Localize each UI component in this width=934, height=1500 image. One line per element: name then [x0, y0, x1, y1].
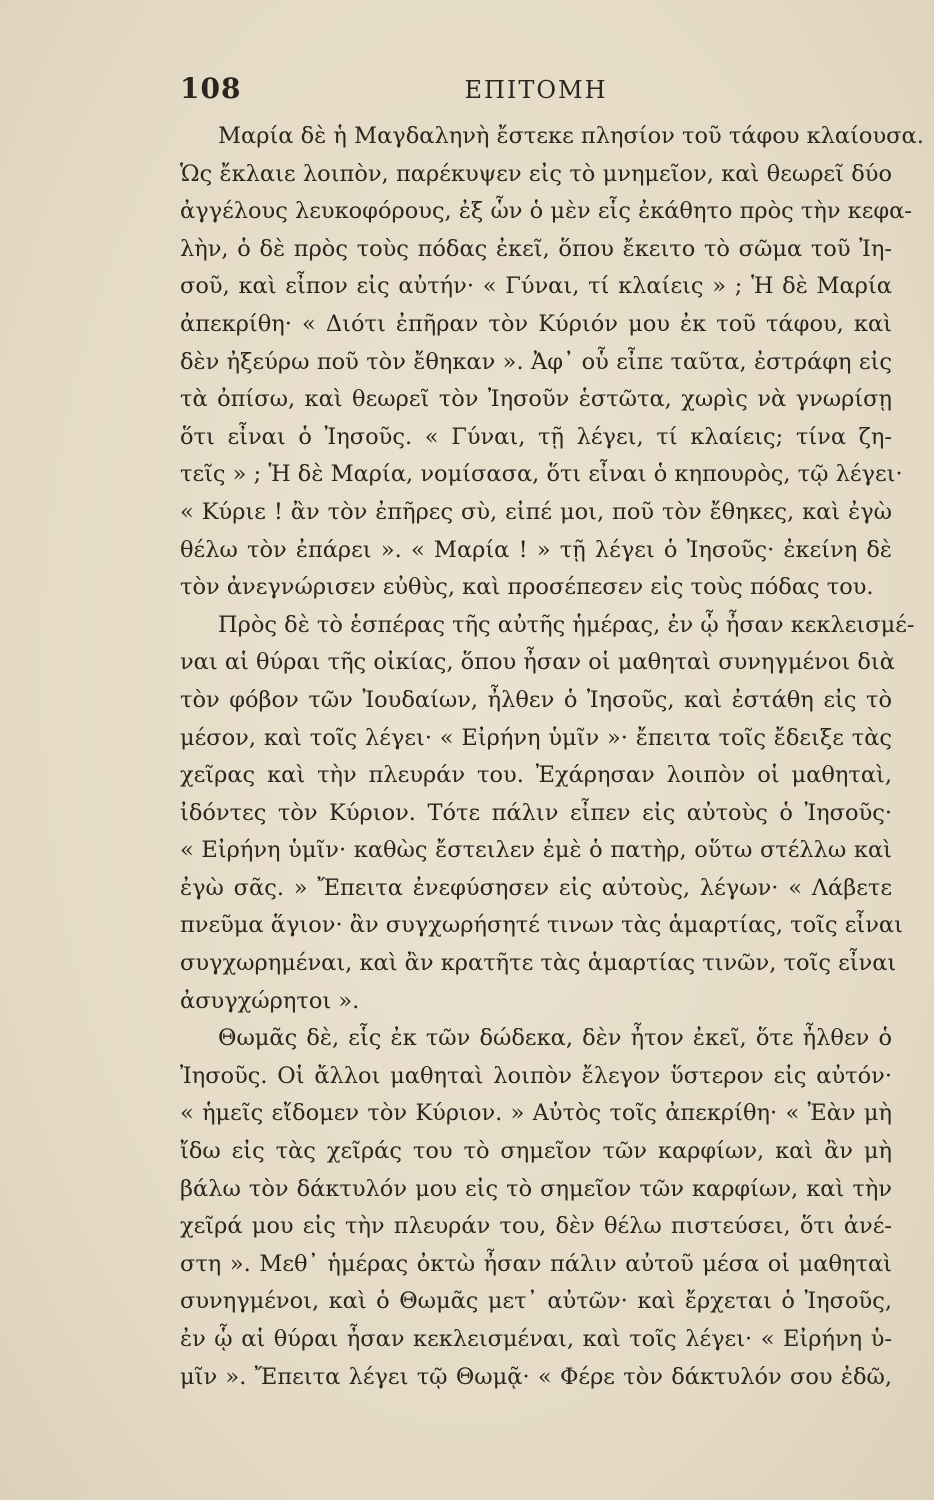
text-line: δὲν ἠξεύρω ποῦ τὸν ἔθηκαν ». Ἀφ᾽ οὗ εἶπε ταῦτα, ἐστράφη εἰς: [180, 348, 892, 375]
text-line: τὸν ἀνεγνώρισεν εὐθὺς, καὶ προσέπεσεν εἰς τοὺς πόδας του.: [180, 574, 874, 601]
text-line: ἀγγέλους λευκοφόρους, ἐξ ὧν ὁ μὲν εἷς ἐκάθητο πρὸς τὴν κεφα-: [180, 198, 912, 225]
text-line: ἀσυγχώρητοι ».: [180, 987, 360, 1014]
text-line: ὅτι εἶναι ὁ Ἰησοῦς. « Γύναι, τῇ λέγει, τί κλαίεις; τίνα ζη-: [180, 423, 892, 450]
page-number: 108: [180, 72, 242, 105]
text-line: Θωμᾶς δὲ, εἷς ἐκ τῶν δώδεκα, δὲν ἦτον ἐκεῖ, ὅτε ἦλθεν ὁ: [218, 1025, 892, 1052]
text-line: συγχωρημέναι, καὶ ἂν κρατῆτε τὰς ἁμαρτίας τινῶν, τοῖς εἶναι: [180, 950, 897, 977]
text-line: μέσον, καὶ τοῖς λέγει· « Εἰρήνη ὑμῖν »· ἔπειτα τοῖς ἔδειξε τὰς: [180, 724, 892, 751]
text-line: πνεῦμα ἅγιον· ἂν συγχωρήσητέ τινων τὰς ἁμαρτίας, τοῖς εἶναι: [180, 912, 903, 939]
text-line: Ὡς ἔκλαιε λοιπὸν, παρέκυψεν εἰς τὸ μνημεῖον, καὶ θεωρεῖ δύο: [180, 160, 892, 187]
page-header: [180, 72, 892, 112]
text-line: Μαρία δὲ ἡ Μαγδαληνὴ ἔστεκε πλησίον τοῦ τάφου κλαίουσα.: [218, 123, 924, 149]
text-line: Πρὸς δὲ τὸ ἑσπέρας τῆς αὐτῆς ἡμέρας, ἐν ᾧ ἦσαν κεκλεισμέ-: [218, 611, 915, 638]
text-line: τὸν φόβον τῶν Ἰουδαίων, ἦλθεν ὁ Ἰησοῦς, καὶ ἐστάθη εἰς τὸ: [180, 686, 892, 713]
text-line: ἐγὼ σᾶς. » Ἔπειτα ἐνεφύσησεν εἰς αὐτοὺς, λέγων· « Λάβετε: [180, 874, 892, 901]
text-line: « Εἰρήνη ὑμῖν· καθὼς ἔστειλεν ἐμὲ ὁ πατὴρ, οὕτω στέλλω καὶ: [180, 837, 892, 864]
text-line: τεῖς » ; Ἡ δὲ Μαρία, νομίσασα, ὅτι εἶναι ὁ κηπουρὸς, τῷ λέγει·: [180, 461, 903, 488]
text-line: θέλω τὸν ἐπάρει ». « Μαρία ! » τῇ λέγει ὁ Ἰησοῦς· ἐκείνη δὲ: [180, 536, 892, 563]
text-line: Ἰησοῦς. Οἱ ἄλλοι μαθηταὶ λοιπὸν ἔλεγον ὕστερον εἰς αὐτόν·: [180, 1062, 892, 1089]
running-title: ΕΠΙΤΟΜΗ: [464, 76, 608, 104]
text-line: χεῖρας καὶ τὴν πλευράν του. Ἐχάρησαν λοιπὸν οἱ μαθηταὶ,: [180, 762, 892, 789]
text-line: ἀπεκρίθη· « Διότι ἐπῆραν τὸν Κύριόν μου ἐκ τοῦ τάφου, καὶ: [180, 310, 892, 337]
text-line: « ἡμεῖς εἴδομεν τὸν Κύριον. » Αὐτὸς τοῖς ἀπεκρίθη· « Ἐὰν μὴ: [180, 1100, 892, 1127]
text-line: στη ». Μεθ᾽ ἡμέρας ὀκτὼ ἦσαν πάλιν αὐτοῦ μέσα οἱ μαθηταὶ: [180, 1250, 892, 1277]
text-line: ἴδω εἰς τὰς χεῖράς του τὸ σημεῖον τῶν καρφίων, καὶ ἂν μὴ: [180, 1138, 892, 1165]
text-line: συνηγμένοι, καὶ ὁ Θωμᾶς μετ᾽ αὐτῶν· καὶ ἔρχεται ὁ Ἰησοῦς,: [180, 1288, 892, 1315]
text-line: σοῦ, καὶ εἶπον εἰς αὐτήν· « Γύναι, τί κλαίεις » ; Ἡ δὲ Μαρία: [180, 273, 892, 300]
text-line: ἐν ᾧ αἱ θύραι ἦσαν κεκλεισμέναι, καὶ τοῖς λέγει· « Εἰρήνη ὑ-: [180, 1326, 892, 1352]
text-line: μῖν ». Ἔπειτα λέγει τῷ Θωμᾷ· « Φέρε τὸν δάκτυλόν σου ἐδῶ,: [180, 1363, 892, 1390]
text-line: « Κύριε ! ἂν τὸν ἐπῆρες σὺ, εἰπέ μοι, ποῦ τὸν ἔθηκες, καὶ ἐγὼ: [180, 498, 892, 525]
text-line: τὰ ὀπίσω, καὶ θεωρεῖ τὸν Ἰησοῦν ἑστῶτα, χωρὶς νὰ γνωρίσῃ: [180, 386, 892, 413]
text-line: ναι αἱ θύραι τῆς οἰκίας, ὅπου ἦσαν οἱ μαθηταὶ συνηγμένοι διὰ: [180, 649, 895, 676]
text-line: βάλω τὸν δάκτυλόν μου εἰς τὸ σημεῖον τῶν καρφίων, καὶ τὴν: [180, 1175, 892, 1202]
body-text: [180, 118, 924, 1396]
text-line: λὴν, ὁ δὲ πρὸς τοὺς πόδας ἐκεῖ, ὅπου ἔκειτο τὸ σῶμα τοῦ Ἰη-: [180, 235, 892, 262]
text-line: ἰδόντες τὸν Κύριον. Τότε πάλιν εἶπεν εἰς αὐτοὺς ὁ Ἰησοῦς·: [180, 799, 892, 826]
text-line: χεῖρά μου εἰς τὴν πλευράν του, δὲν θέλω πιστεύσει, ὅτι ἀνέ-: [180, 1213, 892, 1240]
